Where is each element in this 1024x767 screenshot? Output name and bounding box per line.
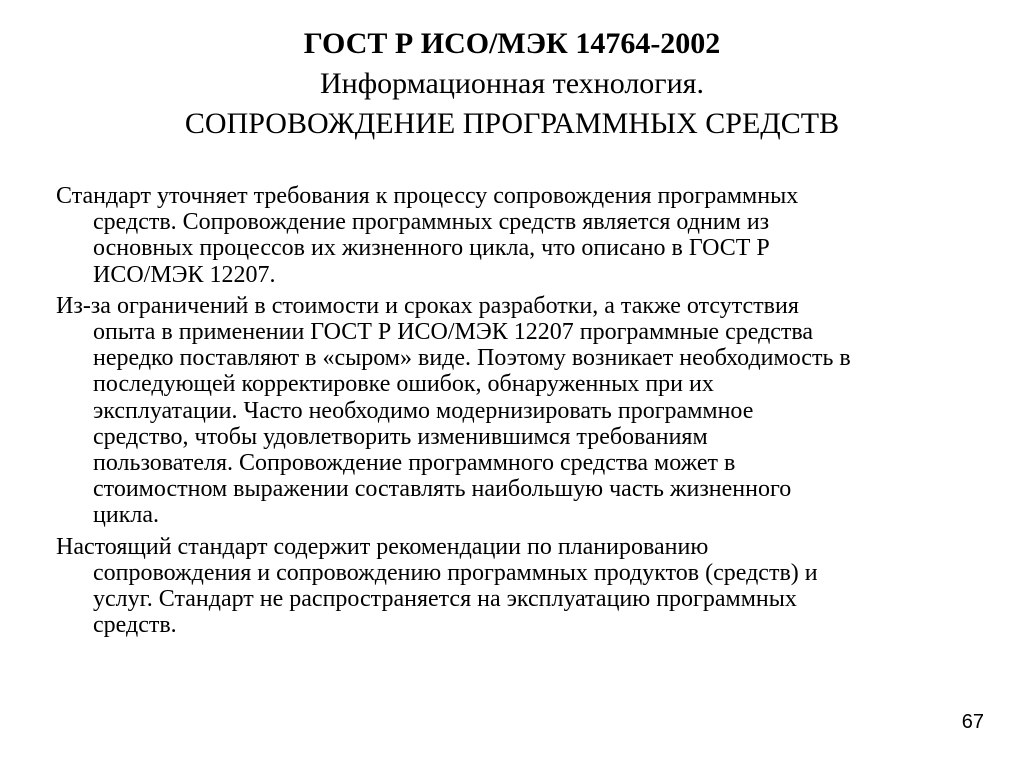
- standard-topic: СОПРОВОЖДЕНИЕ ПРОГРАММНЫХ СРЕДСТВ: [184, 107, 840, 140]
- paragraph-1: [56, 183, 1006, 288]
- paragraph-line: Стандарт уточняет требования к процессу сопровождения программных: [56, 183, 799, 209]
- paragraph-line: пользователя. Сопровождение программного средства может в: [93, 450, 736, 477]
- paragraph-line: средств.: [93, 612, 177, 639]
- paragraph-line: средств. Сопровождение программных средств является одним из: [93, 209, 770, 236]
- paragraph-3: [56, 534, 1006, 639]
- paragraph-line: основных процессов их жизненного цикла, что описано в ГОСТ Р: [93, 235, 770, 262]
- paragraph-line: сопровождения и сопровождению программных продуктов (средств) и: [93, 559, 818, 586]
- paragraph-line: Настоящий стандарт содержит рекомендации по планированию: [56, 533, 709, 560]
- paragraph-line: средство, чтобы удовлетворить изменившимся требованиям: [93, 423, 708, 450]
- paragraph-line: услуг. Стандарт не распространяется на эксплуатацию программных: [93, 586, 797, 613]
- paragraph-line: ИСО/МЭК 12207.: [93, 261, 276, 288]
- paragraph-2: [56, 293, 1006, 529]
- standard-subtitle: Информационная технология.: [320, 67, 704, 100]
- paragraph-line: цикла.: [93, 502, 159, 529]
- paragraph-line: последующей корректировке ошибок, обнаруженных при их: [93, 371, 714, 398]
- slide-title: [0, 24, 1024, 144]
- paragraph-line: нередко поставляют в «сыром» виде. Поэтому возникает необходимость в: [93, 345, 851, 372]
- standard-title: ГОСТ Р ИСО/МЭК 14764-2002: [303, 27, 721, 60]
- paragraph-line: эксплуатации. Часто необходимо модернизировать программное: [93, 397, 754, 424]
- paragraph-line: опыта в применении ГОСТ Р ИСО/МЭК 12207 программные средства: [93, 319, 814, 346]
- page-number: 67: [961, 711, 984, 733]
- slide-body: [56, 183, 1006, 643]
- paragraph-line: стоимостном выражении составлять наибольшую часть жизненного: [93, 476, 792, 503]
- paragraph-line: Из-за ограничений в стоимости и сроках разработки, а также отсутствия: [56, 292, 799, 319]
